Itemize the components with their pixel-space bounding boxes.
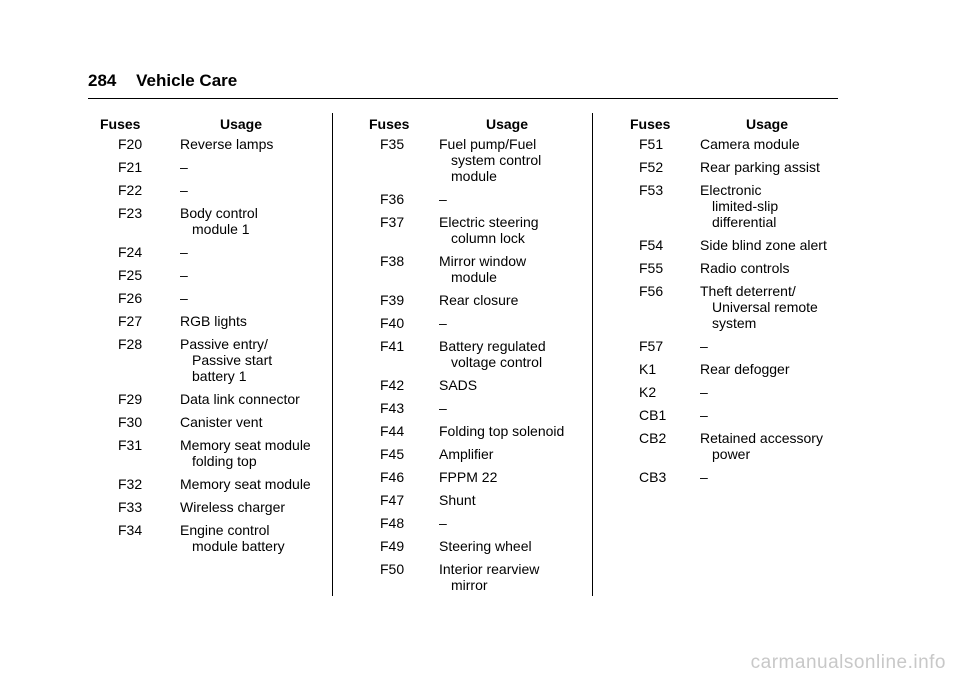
usage-header: Usage [486,116,529,132]
fuse-row [617,407,842,423]
fuse-row [355,515,585,531]
fuse-id: F30 [118,414,143,430]
fuse-row [617,237,842,253]
fuse-usage: Amplifier [439,446,494,462]
fuse-usage: Memory seat module folding top [180,437,311,469]
fuse-id: F50 [380,561,405,577]
fuse-usage: – [439,315,447,331]
fuse-usage: Fuel pump/Fuel system control module [439,136,542,184]
fuse-row [355,377,585,393]
column-header [355,116,585,136]
fuse-id: K1 [639,361,657,377]
fuse-id: F39 [380,292,405,308]
fuse-row [100,414,328,430]
fuse-usage: Rear defogger [700,361,790,377]
usage-header: Usage [220,116,263,132]
fuse-id: F45 [380,446,405,462]
fuse-usage: – [180,267,188,283]
fuse-id: F44 [380,423,405,439]
fuse-id: F31 [118,437,143,453]
fuse-row [355,469,585,485]
fuse-usage: Side blind zone alert [700,237,827,253]
fuse-id: K2 [639,384,657,400]
fuse-table-column-3 [617,116,842,492]
fuse-row [617,159,842,175]
fuse-usage: Interior rearview mirror [439,561,540,593]
fuse-usage: Engine control module battery [180,522,285,554]
fuse-id: F43 [380,400,405,416]
fuse-id: F29 [118,391,143,407]
fuse-id: F41 [380,338,405,354]
fuse-usage: Reverse lamps [180,136,274,152]
fuse-id: F22 [118,182,143,198]
fuse-usage: Rear closure [439,292,519,308]
fuse-id: CB3 [639,469,667,485]
fuse-row [355,538,585,554]
fuse-usage: Mirror window module [439,253,527,285]
fuse-row [617,283,842,331]
fuse-usage: Battery regulated voltage control [439,338,546,370]
fuse-id: F55 [639,260,664,276]
fuse-row [617,136,842,152]
fuse-usage: Canister vent [180,414,263,430]
fuse-row [355,561,585,593]
fuse-row [355,446,585,462]
fuse-row [100,313,328,329]
fuse-row [355,214,585,246]
fuse-row [617,338,842,354]
fuse-row [355,292,585,308]
fuse-id: F47 [380,492,405,508]
fuse-row [355,191,585,207]
fuse-row [617,430,842,462]
fuse-id: F24 [118,244,143,260]
fuse-row [100,391,328,407]
fuse-table-column-1 [100,116,328,561]
fuse-id: F38 [380,253,405,269]
fuse-row [355,136,585,184]
page-header [88,71,237,91]
fuse-usage: Radio controls [700,260,790,276]
fuse-row [100,499,328,515]
fuse-row [355,492,585,508]
fuse-row [355,400,585,416]
fuse-row [100,182,328,198]
fuse-usage: – [700,407,708,423]
fuse-id: F36 [380,191,405,207]
fuse-id: F25 [118,267,143,283]
fuse-usage: Data link connector [180,391,300,407]
fuse-usage: – [700,338,708,354]
fuse-usage: – [439,515,447,531]
fuse-usage: – [180,182,188,198]
fuse-id: F57 [639,338,664,354]
fuse-row [617,384,842,400]
fuse-usage: Wireless charger [180,499,286,515]
fuse-usage: Shunt [439,492,476,508]
fuse-id: F23 [118,205,143,221]
usage-header: Usage [746,116,789,132]
fuse-id: F53 [639,182,664,198]
fuse-row [100,476,328,492]
fuse-id: F49 [380,538,405,554]
fuse-row [100,244,328,260]
fuse-id: CB2 [639,430,667,446]
fuse-id: F35 [380,136,405,152]
fuse-usage: SADS [439,377,478,393]
fuse-id: CB1 [639,407,667,423]
fuse-usage: – [180,244,188,260]
fuse-id: F51 [639,136,664,152]
fuse-row [617,182,842,230]
fuse-id: F20 [118,136,143,152]
fuse-usage: FPPM 22 [439,469,498,485]
fuse-id: F37 [380,214,405,230]
fuse-row [100,267,328,283]
fuse-id: F56 [639,283,664,299]
fuse-usage: Steering wheel [439,538,532,554]
fuse-usage: Retained accessory power [700,430,823,462]
fuse-row [100,290,328,306]
fuse-row [355,338,585,370]
fuse-row [100,437,328,469]
fuse-id: F26 [118,290,143,306]
fuse-id: F33 [118,499,143,515]
fuse-row [100,522,328,554]
column-divider [332,113,333,596]
fuse-id: F48 [380,515,405,531]
fuse-row [617,469,842,485]
fuse-usage: – [439,400,447,416]
fuse-id: F54 [639,237,664,253]
fuse-table-column-2 [355,116,585,600]
fuse-usage: RGB lights [180,313,247,329]
fuse-usage: Rear parking assist [700,159,820,175]
fuse-usage: Folding top solenoid [439,423,565,439]
fuse-id: F32 [118,476,143,492]
column-divider [592,113,593,596]
column-header [617,116,842,136]
fuse-usage: – [439,191,447,207]
fuse-row [100,336,328,384]
fuse-id: F42 [380,377,405,393]
fuses-header: Fuses [100,116,141,132]
fuse-usage: Passive entry/ Passive start battery 1 [180,336,273,384]
fuse-id: F27 [118,313,143,329]
fuse-row [355,253,585,285]
fuses-header: Fuses [630,116,671,132]
fuse-id: F46 [380,469,405,485]
fuse-usage: – [180,159,188,175]
header-rule [88,98,838,99]
fuse-usage: Body control module 1 [180,205,258,237]
fuse-usage: Memory seat module [180,476,311,492]
watermark: carmanualsonline.info [750,652,946,673]
section-title: Vehicle Care [136,71,238,90]
column-header [100,116,328,136]
fuse-row [617,260,842,276]
fuse-id: F28 [118,336,143,352]
fuse-id: F21 [118,159,143,175]
fuse-row [617,361,842,377]
fuse-usage: Electric steering column lock [439,214,539,246]
fuse-usage: – [700,384,708,400]
fuse-row [100,159,328,175]
fuses-header: Fuses [369,116,410,132]
fuse-row [355,423,585,439]
fuse-id: F34 [118,522,143,538]
fuse-id: F52 [639,159,664,175]
page-number: 284 [88,71,117,90]
fuse-row [355,315,585,331]
fuse-row [100,205,328,237]
fuse-usage: – [180,290,188,306]
fuse-row [100,136,328,152]
fuse-usage: Theft deterrent/ Universal remote system [700,283,818,331]
fuse-id: F40 [380,315,405,331]
fuse-usage: Camera module [700,136,800,152]
fuse-usage: Electronic limited-slip differential [700,182,779,230]
fuse-usage: – [700,469,708,485]
